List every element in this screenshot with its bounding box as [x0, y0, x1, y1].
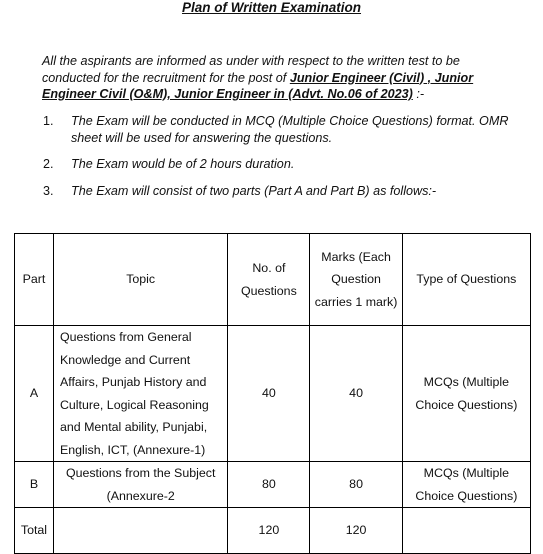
point-text: The Exam would be of 2 hours duration.	[71, 157, 295, 171]
intro-paragraph	[42, 53, 512, 103]
cell-total-label: Total	[15, 508, 54, 554]
point-number: 1.	[43, 114, 54, 128]
header-part: Part	[15, 234, 54, 326]
point-text: The Exam will consist of two parts (Part A and Part B) as follows:-	[71, 184, 437, 198]
post-names: Junior Engineer (Civil) , Junior Engineer Civil (O&M), Junior Engineer in (Advt. No.06 of 2023)	[42, 70, 474, 101]
cell-marks: 40	[310, 326, 402, 462]
cell-topic: Questions from the Subject (Annexure-2	[53, 462, 227, 508]
page-title: Plan of Written Examination	[181, 0, 362, 15]
header-num-questions: No. of Questions	[228, 234, 310, 326]
exam-plan-table	[14, 233, 531, 554]
cell-type: MCQs (Multiple Choice Questions)	[402, 462, 530, 508]
cell-type: MCQs (Multiple Choice Questions)	[402, 326, 530, 462]
cell-total-topic	[53, 508, 227, 554]
cell-part: B	[15, 462, 54, 508]
point-number: 3.	[43, 184, 54, 198]
table-header-row	[15, 234, 531, 326]
table-total-row	[15, 508, 531, 554]
cell-marks: 80	[310, 462, 402, 508]
intro-text: All the aspirants are informed as under with respect to the written test to be conducted for the recruitment for the post of	[42, 54, 460, 85]
point-number: 2.	[43, 157, 54, 171]
cell-num-questions: 40	[228, 326, 310, 462]
cell-total-marks: 120	[310, 508, 402, 554]
header-marks: Marks (Each Question carries 1 mark)	[310, 234, 402, 326]
table-row	[15, 462, 531, 508]
header-type: Type of Questions	[402, 234, 530, 326]
cell-num-questions: 80	[228, 462, 310, 508]
intro-suffix: :-	[412, 87, 425, 101]
cell-total-type	[402, 508, 530, 554]
point-text: The Exam will be conducted in MCQ (Multiple Choice Questions) format. OMR sheet will be used for answering the questions.	[71, 114, 509, 145]
table-row	[15, 326, 531, 462]
cell-topic: Questions from General Knowledge and Current Affairs, Punjab History and Culture, Logical Reasoning and Mental ability, Punjabi, English, ICT, (Annexure-1)	[53, 326, 227, 462]
header-topic: Topic	[53, 234, 227, 326]
cell-part: A	[15, 326, 54, 462]
cell-total-num-questions: 120	[228, 508, 310, 554]
